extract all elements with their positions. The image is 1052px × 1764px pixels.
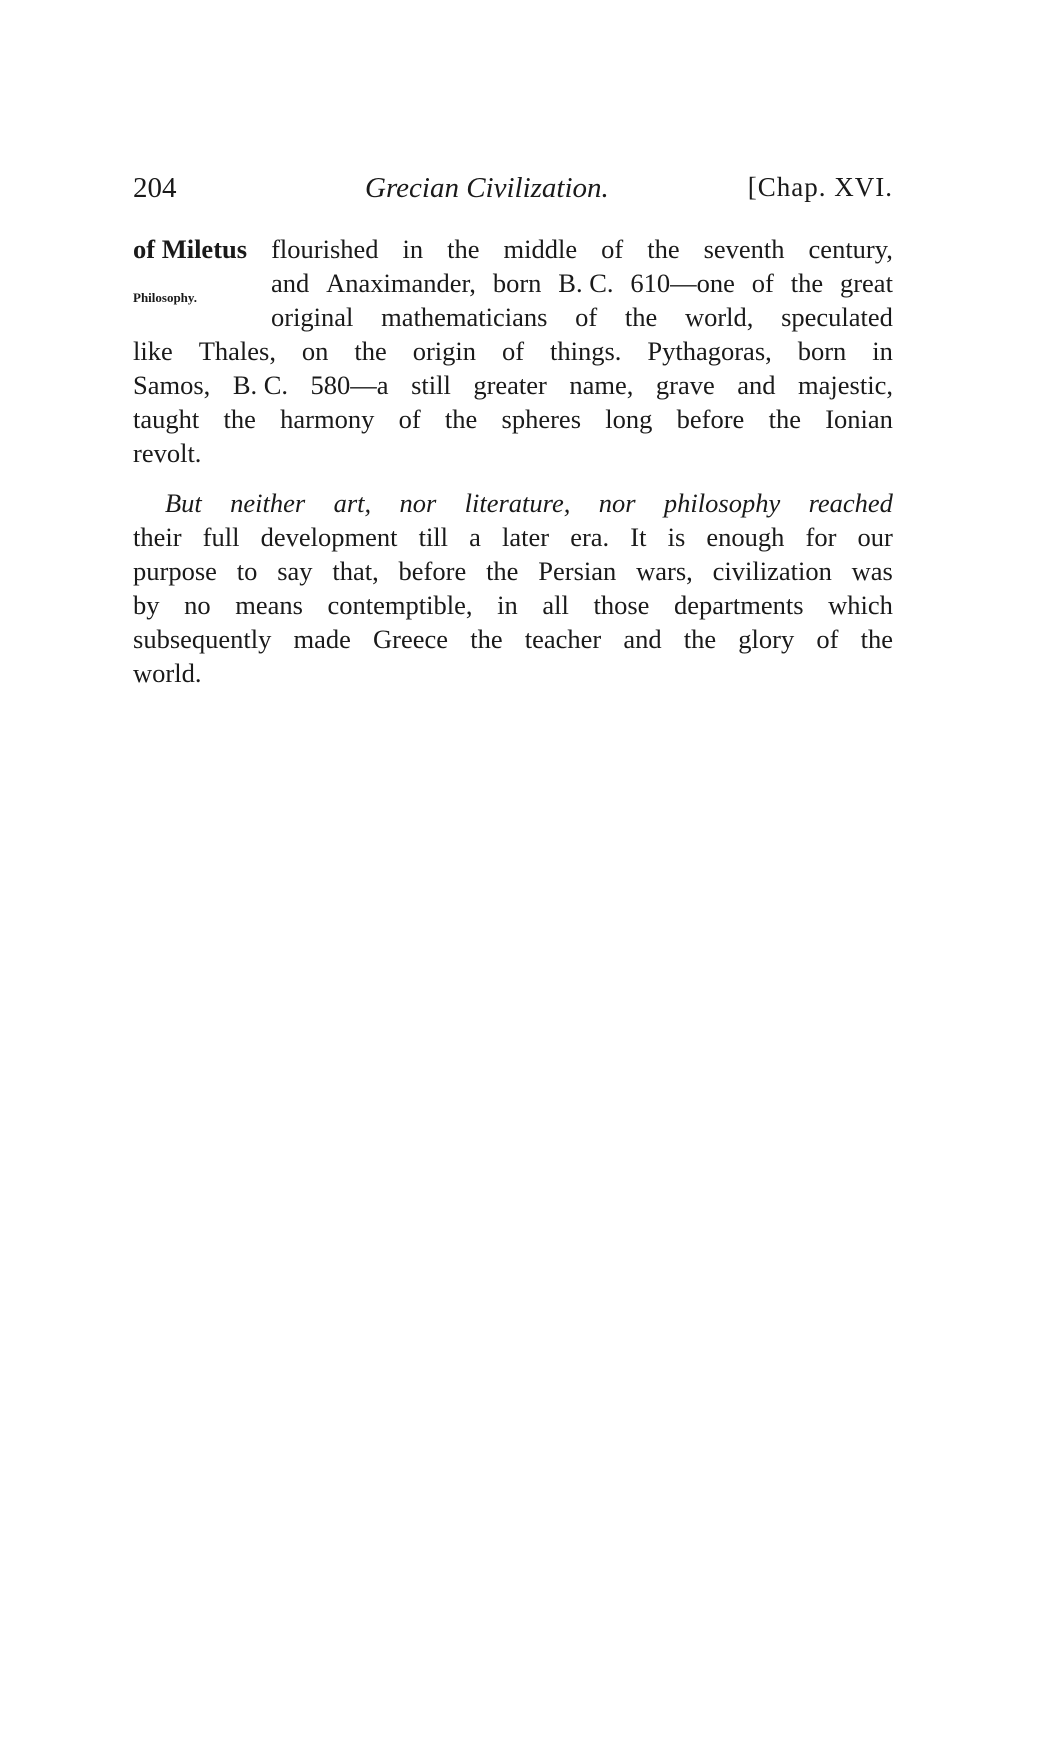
word: by bbox=[133, 590, 160, 620]
word: the bbox=[768, 404, 801, 434]
word: means bbox=[235, 590, 303, 620]
text-line bbox=[133, 436, 893, 470]
text-line bbox=[133, 486, 893, 520]
word: It bbox=[630, 522, 647, 552]
word: of bbox=[575, 302, 598, 332]
word: world, bbox=[684, 302, 754, 332]
word: nor bbox=[598, 488, 636, 518]
word: the bbox=[354, 336, 387, 366]
word: before bbox=[676, 404, 745, 434]
word: and bbox=[271, 268, 310, 298]
word: things. bbox=[550, 336, 622, 366]
text-line bbox=[271, 300, 893, 334]
word: later bbox=[502, 522, 550, 552]
word: the bbox=[444, 404, 478, 434]
word: literature, bbox=[464, 488, 571, 518]
word: long bbox=[605, 404, 653, 434]
word: the bbox=[447, 234, 480, 264]
word: the bbox=[624, 302, 658, 332]
word: is bbox=[667, 522, 686, 552]
word: the bbox=[790, 268, 824, 298]
text-line bbox=[133, 520, 893, 554]
word: B. C. bbox=[558, 268, 614, 298]
paragraph-1 bbox=[133, 232, 893, 470]
word: born bbox=[492, 268, 542, 298]
word: taught bbox=[133, 404, 200, 434]
word: the bbox=[860, 624, 893, 654]
word: which bbox=[828, 590, 893, 620]
word: for bbox=[805, 522, 837, 552]
word: contemptible, bbox=[327, 590, 473, 620]
word: like bbox=[133, 336, 173, 366]
page-number: 204 bbox=[133, 172, 177, 204]
word: philosophy bbox=[663, 488, 781, 518]
word: the bbox=[647, 234, 680, 264]
word: still bbox=[411, 370, 451, 400]
word: the bbox=[683, 624, 717, 654]
text-line bbox=[133, 232, 893, 266]
word: greater bbox=[473, 370, 547, 400]
word: on bbox=[301, 336, 329, 366]
paragraph-2 bbox=[133, 486, 893, 690]
word: 580—a bbox=[310, 370, 389, 400]
text-line bbox=[133, 402, 893, 436]
word: of bbox=[751, 268, 774, 298]
word: Samos, bbox=[133, 370, 211, 400]
word: before bbox=[398, 556, 467, 586]
chapter-reference: [Chap. XVI. bbox=[747, 172, 893, 202]
word: the bbox=[470, 624, 503, 654]
word: development bbox=[260, 522, 398, 552]
word: world. bbox=[133, 658, 202, 688]
word: Persian bbox=[538, 556, 617, 586]
running-title: Grecian Civilization. bbox=[365, 172, 609, 204]
word: was bbox=[851, 556, 893, 586]
word: seventh bbox=[703, 234, 785, 264]
word: 610—one bbox=[630, 268, 735, 298]
text-line bbox=[133, 554, 893, 588]
word: those bbox=[593, 590, 650, 620]
word: in bbox=[402, 234, 424, 264]
word: the bbox=[223, 404, 256, 434]
word: no bbox=[184, 590, 211, 620]
word: art, bbox=[333, 488, 372, 518]
word: full bbox=[202, 522, 240, 552]
word: Anaximander, bbox=[326, 268, 476, 298]
word: wars, bbox=[636, 556, 693, 586]
word: the bbox=[486, 556, 519, 586]
word: mathematicians bbox=[381, 302, 548, 332]
word: Pythagoras, bbox=[647, 336, 772, 366]
word: harmony bbox=[280, 404, 375, 434]
word: purpose bbox=[133, 556, 217, 586]
word: name, bbox=[569, 370, 634, 400]
body-text bbox=[133, 232, 893, 690]
word: origin bbox=[412, 336, 477, 366]
word: reached bbox=[808, 488, 893, 518]
word: flourished bbox=[271, 234, 379, 264]
word: a bbox=[469, 522, 481, 552]
word: subsequently bbox=[133, 624, 272, 654]
word: Ionian bbox=[825, 404, 893, 434]
word: till bbox=[418, 522, 449, 552]
word: century, bbox=[808, 234, 893, 264]
word: grave bbox=[655, 370, 715, 400]
word: speculated bbox=[781, 302, 893, 332]
word: majestic, bbox=[798, 370, 893, 400]
word: nor bbox=[399, 488, 437, 518]
word: teacher bbox=[524, 624, 602, 654]
word: of bbox=[816, 624, 839, 654]
word: era. bbox=[570, 522, 610, 552]
text-line bbox=[133, 588, 893, 622]
text-line bbox=[133, 622, 893, 656]
word: original bbox=[271, 302, 354, 332]
word: civilization bbox=[712, 556, 832, 586]
text-line bbox=[133, 368, 893, 402]
word: to bbox=[236, 556, 258, 586]
word: Thales, bbox=[198, 336, 276, 366]
word: of bbox=[601, 234, 624, 264]
word: spheres bbox=[501, 404, 582, 434]
word: of bbox=[398, 404, 421, 434]
word: in bbox=[872, 336, 893, 366]
word: Greece bbox=[373, 624, 449, 654]
word: born bbox=[797, 336, 847, 366]
word: B. C. bbox=[232, 370, 289, 400]
word: enough bbox=[706, 522, 785, 552]
margin-note: Philosophy. bbox=[133, 290, 197, 305]
word: their bbox=[133, 522, 182, 552]
word: and bbox=[623, 624, 662, 654]
text-line bbox=[271, 266, 893, 300]
text-line bbox=[133, 656, 893, 690]
word: of Miletus bbox=[133, 234, 248, 264]
word: neither bbox=[230, 488, 306, 518]
word: of bbox=[501, 336, 525, 366]
word: all bbox=[542, 590, 569, 620]
word: in bbox=[497, 590, 518, 620]
word: say bbox=[277, 556, 313, 586]
word: made bbox=[293, 624, 351, 654]
word: glory bbox=[738, 624, 795, 654]
word: great bbox=[839, 268, 893, 298]
word: middle bbox=[503, 234, 578, 264]
word: and bbox=[737, 370, 776, 400]
word: But bbox=[165, 488, 202, 518]
word: our bbox=[857, 522, 893, 552]
page-header bbox=[133, 172, 893, 212]
text-line bbox=[133, 334, 893, 368]
word: departments bbox=[674, 590, 804, 620]
word: that, bbox=[332, 556, 379, 586]
word: revolt. bbox=[133, 438, 202, 468]
